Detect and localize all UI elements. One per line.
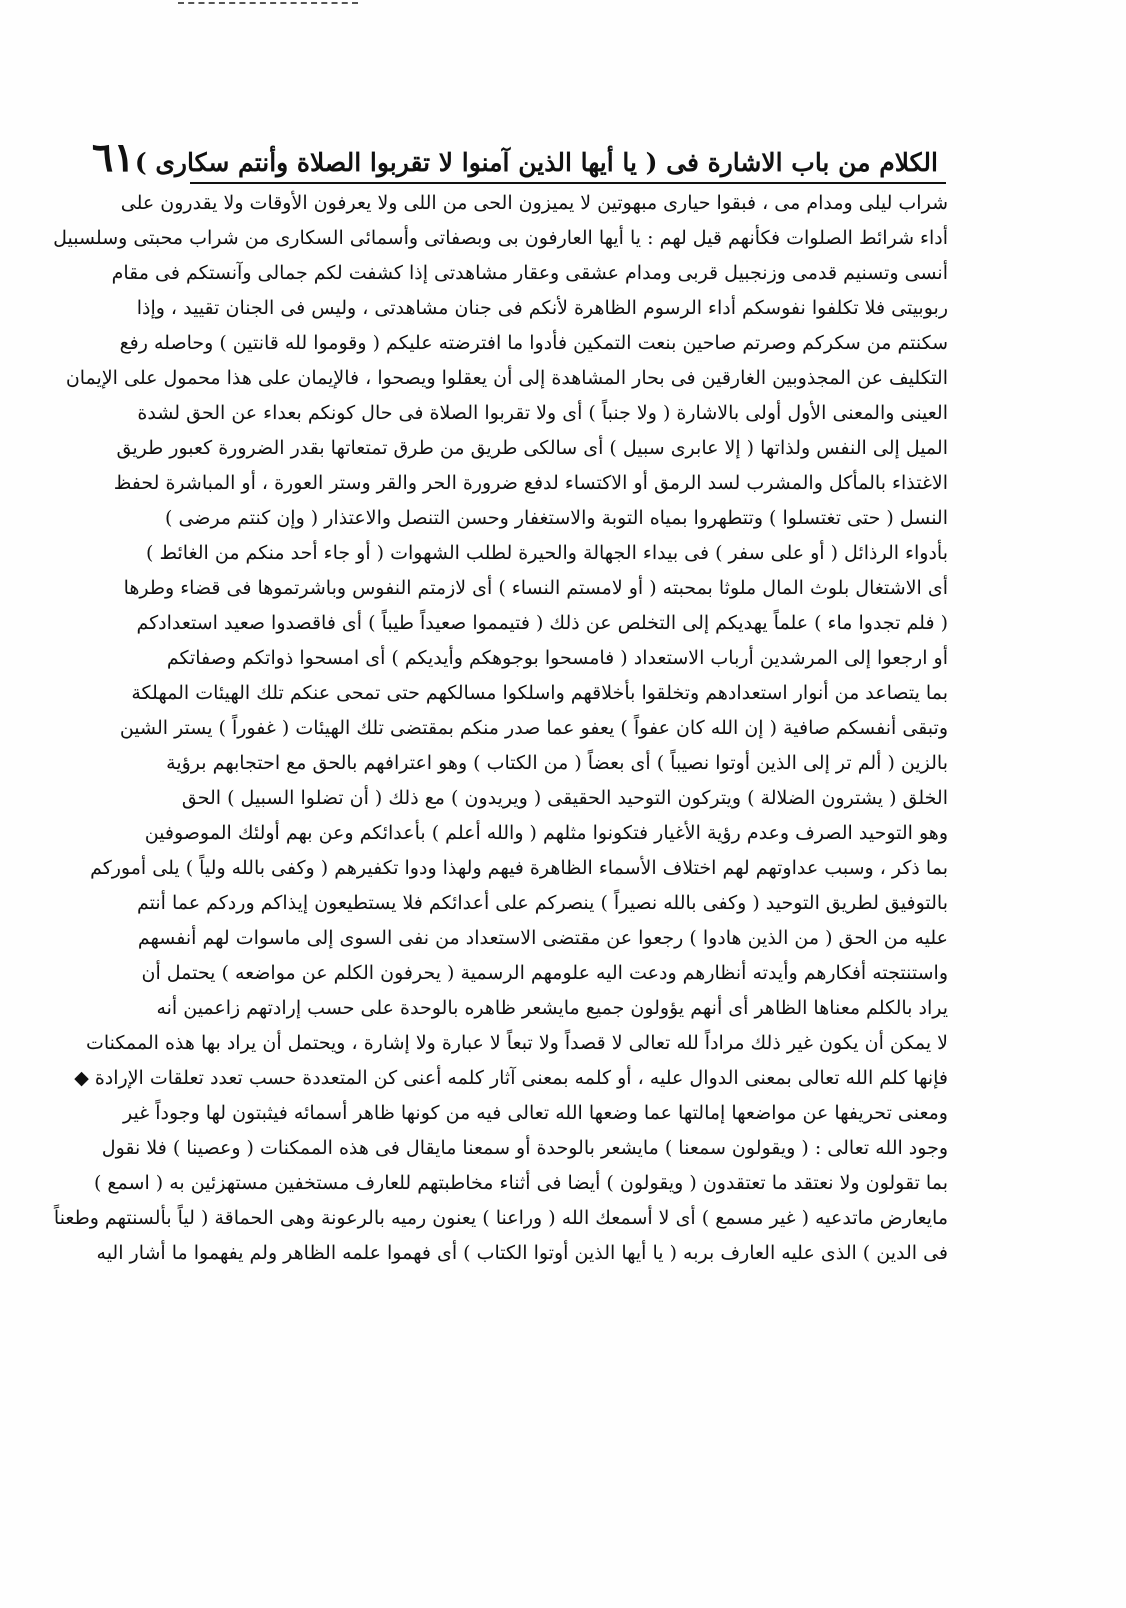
text-line: أو ارجعوا إلى المرشدين أرباب الاستعداد ( فامسحوا بوجوهكم وأيديكم ) أى امسحوا ذواتكم وصفاتكم <box>166 647 948 669</box>
page-number: ٦١ <box>91 134 135 181</box>
text-line: ومعنى تحريفها عن مواضعها إمالتها عما وضعها الله تعالى فيه من كونها ظاهر أسمائه فيثبتون لها وجوداً غير <box>123 1102 948 1124</box>
text-line: بما تقولون ولا نعتقد ما تعتقدون ( ويقولون ) أيضا فى أثناء مخاطبتهم للعارف مستخفين مستهزئين به ( اسمع ) <box>93 1172 948 1194</box>
text-line: بالتوفيق لطريق التوحيد ( وكفى بالله نصيراً ) ينصركم على أعدائكم فلا يستطيعون إيذاكم وردكم عما أنتم <box>136 892 948 914</box>
text-line: فى الدين ) الذى عليه العارف بربه ( يا أيها الذين أوتوا الكتاب ) أى فهموا علمه الظاهر ولم يفهموا ما أشار اليه <box>96 1242 948 1264</box>
text-line: ربوبيتى فلا تكلفوا نفوسكم أداء الرسوم الظاهرة لأنكم فى جنان مشاهدتى ، وليس فى الجنان تقييد ، وإذا <box>136 297 948 319</box>
page-header <box>91 126 938 181</box>
text-line: الميل إلى النفس ولذاتها ( إلا عابرى سبيل ) أى سالكى طريق من طرق تمتعاتها بقدر الضرورة كعبور طريق <box>116 437 948 459</box>
text-line: لا يمكن أن يكون غير ذلك مراداً لله تعالى لا قصداً ولا تبعاً لا عبارة ولا إشارة ، ويحتمل أن يراد بها هذه الممكنات <box>85 1032 948 1054</box>
text-line: وتبقى أنفسكم صافية ( إن الله كان عفواً ) يعفو عما صدر منكم بمقتضى تلك الهيئات ( غفوراً ) يستر الشين <box>119 717 948 739</box>
text-line: وهو التوحيد الصرف وعدم رؤية الأغيار فتكونوا مثلهم ( والله أعلم ) بأعدائكم وعن بهم أولئك الموصوفين <box>144 822 948 844</box>
text-line: بما ذكر ، وسبب عداوتهم لهم اختلاف الأسماء الظاهرة فيهم ولهذا ودوا تكفيرهم ( وكفى بالله ولياً ) يلى أموركم <box>90 857 948 879</box>
text-line: شراب ليلى ومدام مى ، فبقوا حيارى مبهوتين لا يميزون الحى من اللى ولا يعرفون الأوقات ولا يقدرون على <box>120 192 948 214</box>
text-line: الاغتذاء بالمأكل والمشرب لسد الرمق أو الاكتساء لدفع ضرورة الحر والقر وستر العورة ، أو المباشرة لحفظ <box>113 472 948 494</box>
running-title: الكلام من باب الاشارة فى ( يا أيها الذين آمنوا لا تقربوا الصلاة وأنتم سكارى ) <box>134 148 938 177</box>
text-line: العينى والمعنى الأول أولى بالاشارة ( ولا جنباً ) أى ولا تقربوا الصلاة فى حال كونكم بعداء عن الحق لشدة <box>137 402 948 424</box>
text-line: واستنتجته أفكارهم وأيدته أنظارهم ودعت اليه علومهم الرسمية ( يحرفون الكلم عن مواضعه ) يحتمل أن <box>141 962 948 984</box>
text-line: التكليف عن المجذوبين الغارقين فى بحار المشاهدة إلى أن يعقلوا ويصحوا ، فالإيمان على هذا محمول على الإيمان <box>65 367 948 389</box>
text-line: بما يتصاعد من أنوار استعدادهم وتخلقوا بأخلاقهم واسلكوا مسالكهم حتى تمحى عنكم تلك الهيئات المهلكة <box>131 682 948 704</box>
body-text <box>53 186 948 1580</box>
text-line: مايعارض ماتدعيه ( غير مسمع ) أى لا أسمعك الله ( وراعنا ) يعنون رميه بالرعونة وهى الحماقة ( لياً بألسنتهم وطعناً <box>53 1207 948 1229</box>
text-line: يراد بالكلم معناها الظاهر أى أنهم يؤولون جميع مايشعر ظاهره بالوحدة على حسب إرادتهم زاعمين أنه <box>156 997 948 1019</box>
text-line: أداء شرائط الصلوات فكأنهم قيل لهم : يا أيها العارفون بى وبصفاتى وأسمائى السكارى من شراب محبتى وسلسبيل <box>53 227 948 249</box>
text-line: سكنتم من سكركم وصرتم صاحين بنعت التمكين فأدوا ما افترضته عليكم ( وقوموا لله قانتين ) وحاصله رفع <box>119 332 948 354</box>
text-line: فإنها كلم الله تعالى بمعنى الدوال عليه ، أو كلمه بمعنى آثار كلمه أعنى كن المتعددة حسب تعدد تعلقات الإرادة ◆ <box>74 1067 948 1089</box>
text-line: ( فلم تجدوا ماء ) علماً يهديكم إلى التخلص عن ذلك ( فتيمموا صعيداً طيباً ) أى فاقصدوا صعيد استعدادكم <box>136 612 948 634</box>
text-line: عليه من الحق ( من الذين هادوا ) رجعوا عن مقتضى الاستعداد من نفى السوى إلى ماسوات لهم أنفسهم <box>137 927 948 949</box>
text-line: بأدواء الرذائل ( أو على سفر ) فى بيداء الجهالة والحيرة لطلب الشهوات ( أو جاء أحد منكم من الغائط ) <box>146 542 948 564</box>
text-line: أنسى وتسنيم قدمى وزنجبيل قربى ومدام عشقى وعقار مشاهدتى إذا كشفت لكم جمالى وآنستكم فى مقام <box>111 262 948 284</box>
header-rule <box>190 182 946 184</box>
text-line: الخلق ( يشترون الضلالة ) ويتركون التوحيد الحقيقى ( ويريدون ) مع ذلك ( أن تضلوا السبيل ) الحق <box>181 787 948 809</box>
text-line: بالزين ( ألم تر إلى الذين أوتوا نصيباً ) أى بعضاً ( من الكتاب ) وهو اعترافهم بالحق مع احتجابهم برؤية <box>166 752 948 774</box>
text-line: النسل ( حتى تغتسلوا ) وتتطهروا بمياه التوبة والاستغفار وحسن التنصل والاعتذار ( وإن كنتم مرضى ) <box>165 507 948 529</box>
text-line: أى الاشتغال بلوث المال ملوثا بمحبته ( أو لامستم النساء ) أى لازمتم النفوس وباشرتموها فى قضاء وطرها <box>123 577 948 599</box>
top-dashed-mark <box>178 2 358 4</box>
text-line: وجود الله تعالى : ( ويقولون سمعنا ) مايشعر بالوحدة أو سمعنا مايقال فى هذه الممكنات ( وعصينا ) فلا نقول <box>101 1137 948 1159</box>
